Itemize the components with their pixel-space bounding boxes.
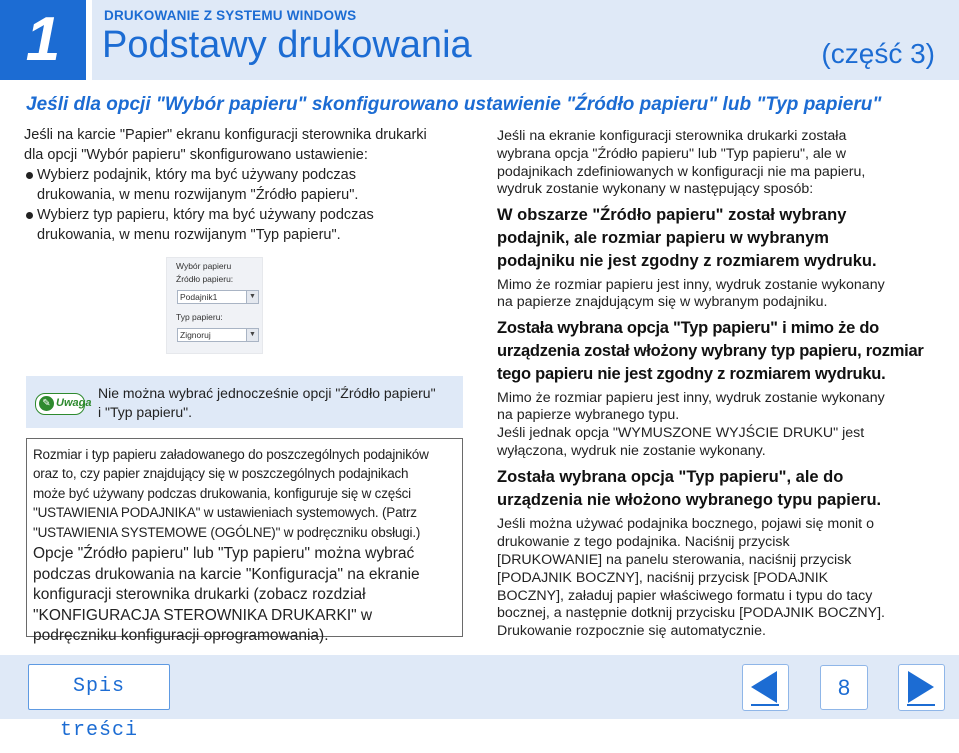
info-box <box>26 438 463 645</box>
bullet-item: Wybierz typ papieru, który ma być używany podczas drukowania, w menu rozwijanym "Typ papieru". <box>24 205 456 245</box>
case2-text: Mimo że rozmiar papieru jest inny, wydruk zostanie wykonany na papierze wybranego typu. Jeśli jednak opcja "WYMUSZONE WYJŚCIE DRUKU" jest wyłączona, wydruk nie zostanie wykonany. <box>497 389 885 459</box>
pencil-icon: ✎ <box>39 396 54 411</box>
paper-type-select[interactable]: Zignoruj ▼ <box>177 328 259 342</box>
bullet-item: Wybierz podajnik, który ma być używany podczas drukowania, w menu rozwijanym "Źródło papieru". <box>24 165 456 205</box>
info-driver-text: Opcje "Źródło papieru" lub "Typ papieru" można wybrać podczas drukowania na karcie "Konfiguracja" na ekranie konfiguracji sterownika drukarki (zobacz rozdział "KONFIGURACJA STEROWNIKA DRUKARKI" w podręczniku konfiguracji oprogramowania). <box>33 545 420 645</box>
note-badge: ✎ Uwaga <box>35 393 85 415</box>
note-box <box>26 376 463 428</box>
note-text: Nie można wybrać jednocześnie opcji "Źródło papieru" i "Typ papieru". <box>98 385 436 420</box>
driver-settings-screenshot <box>166 257 263 354</box>
previous-page-button[interactable] <box>742 664 789 711</box>
case1-heading: W obszarze "Źródło papieru" został wybrany podajnik, ale rozmiar papieru w wybranym podajniku nie jest zgodny z rozmiarem wydruku. <box>497 206 877 270</box>
chevron-down-icon: ▼ <box>246 329 258 341</box>
paper-source-label: Źródło papieru: <box>176 274 234 284</box>
info-tray-settings-text: Rozmiar i typ papieru załadowanego do poszczególnych podajników oraz to, czy papier znajdujący się w poszczególnych podajnikach może być używany podczas drukowania, konfiguruje się w części "USTAWIENIA PODAJNIKA" w ustawieniach systemowych. (Patrz "USTAWIENIA SYSTEMOWE (OGÓLNE)" w podręczniku obsługi.) <box>33 447 429 540</box>
page-header <box>0 0 959 80</box>
right-intro: Jeśli na ekranie konfiguracji sterownika drukarki została wybrana opcja "Źródło papieru" lub "Typ papieru", ale w podajnikach zdefiniowanych w konfiguracji nie ma papieru, wydruk zostanie wykonany w następujący sposób: <box>497 128 866 198</box>
paper-source-select[interactable]: Podajnik1 ▼ <box>177 290 259 304</box>
left-column <box>24 125 456 245</box>
section-heading: Jeśli dla opcji "Wybór papieru" skonfigurowano ustawienie "Źródło papieru" lub "Typ papieru" <box>26 94 882 115</box>
right-column <box>497 128 942 641</box>
case3-heading: Została wybrana opcja "Typ papieru", ale do urządzenia nie włożono wybranego typu papieru. <box>497 467 882 509</box>
case3-text: Jeśli można używać podajnika bocznego, pojawi się monit o drukowanie z tego podajnika. Naciśnij przycisk [DRUKOWANIE] na panelu sterowania, naciśnij przycisk [PODAJNIK BOCZNY], naciśnij przycisk [PODAJNIK BOCZNY], załaduj papier właściwego formatu i typu do tacy bocznej, a następnie dotknij przycisku [PODAJNIK BOCZNY]. Drukowanie rozpocznie się automatycznie. <box>497 516 885 640</box>
paper-type-label: Typ papieru: <box>176 312 223 322</box>
page-number: 8 <box>820 665 868 710</box>
right-triangle-icon <box>899 665 943 709</box>
page-title: Podstawy drukowania <box>102 24 472 66</box>
paper-selection-group-label: Wybór papieru <box>176 261 232 271</box>
chapter-number: 1 <box>0 0 86 80</box>
next-page-button[interactable] <box>898 664 945 711</box>
page-part-label: (część 3) <box>821 38 935 69</box>
left-intro: Jeśli na karcie "Papier" ekranu konfiguracji sterownika drukarki dla opcji "Wybór papieru" skonfigurowano ustawienie: <box>24 127 427 163</box>
chevron-down-icon: ▼ <box>246 291 258 303</box>
left-bullet-list <box>24 165 456 245</box>
left-triangle-icon <box>743 665 787 709</box>
chapter-overline: DRUKOWANIE Z SYSTEMU WINDOWS <box>104 8 357 23</box>
table-of-contents-button[interactable]: Spis treści <box>28 664 170 710</box>
case2-heading: Została wybrana opcja "Typ papieru" i mimo że do urządzenia został włożony wybrany typ papieru, rozmiar tego papieru nie jest zgodny z rozmiarem wydruku. <box>497 319 924 383</box>
case1-text: Mimo że rozmiar papieru jest inny, wydruk zostanie wykonany na papierze znajdującym się w wybranym podajniku. <box>497 276 885 311</box>
